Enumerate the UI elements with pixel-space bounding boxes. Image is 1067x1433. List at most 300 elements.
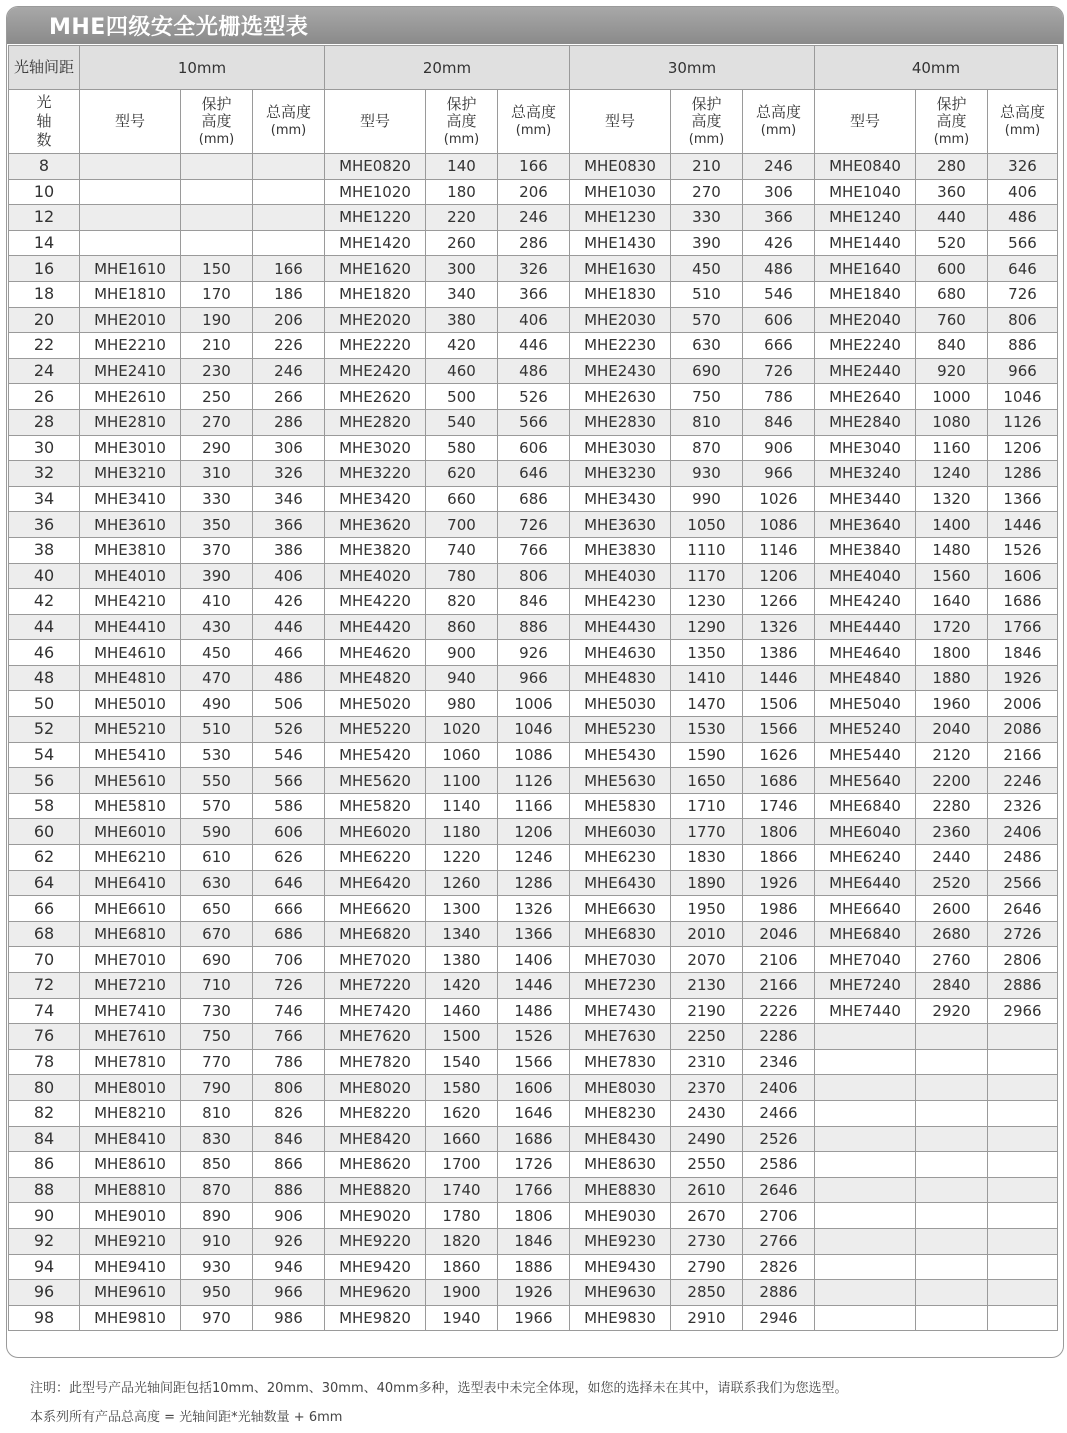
cell-protect-height-40mm: 2440 (916, 845, 988, 871)
cell-protect-height-10mm: 350 (181, 512, 253, 538)
header-axis-spacing: 光轴间距 (9, 46, 80, 90)
cell-model-40mm: MHE0840 (815, 154, 916, 180)
cell-model-10mm: MHE5810 (80, 793, 181, 819)
cell-model-10mm: MHE4210 (80, 589, 181, 615)
cell-model-20mm: MHE1420 (325, 230, 426, 256)
cell-protect-height-10mm: 550 (181, 768, 253, 794)
cell-axis-count: 86 (9, 1152, 80, 1178)
cell-total-height-30mm: 306 (743, 179, 815, 205)
cell-protect-height-30mm: 2910 (671, 1305, 743, 1331)
cell-model-30mm: MHE5830 (570, 793, 671, 819)
cell-protect-height-20mm: 540 (426, 409, 498, 435)
cell-model-20mm: MHE9020 (325, 1203, 426, 1229)
cell-protect-height-20mm: 980 (426, 691, 498, 717)
cell-model-40mm: MHE4440 (815, 614, 916, 640)
cell-model-10mm: MHE3610 (80, 512, 181, 538)
cell-total-height-20mm: 1646 (498, 1100, 570, 1126)
cell-model-10mm: MHE4010 (80, 563, 181, 589)
cell-model-20mm: MHE1220 (325, 205, 426, 231)
cell-axis-count: 46 (9, 640, 80, 666)
header-model-40mm: 型号 (815, 90, 916, 154)
cell-total-height-10mm: 806 (253, 1075, 325, 1101)
cell-total-height-10mm: 286 (253, 409, 325, 435)
cell-model-20mm: MHE8020 (325, 1075, 426, 1101)
cell-protect-height-30mm: 210 (671, 154, 743, 180)
cell-protect-height-40mm: 1240 (916, 461, 988, 487)
cell-protect-height-10mm: 230 (181, 358, 253, 384)
cell-total-height-30mm: 546 (743, 281, 815, 307)
cell-model-40mm (815, 1228, 916, 1254)
cell-model-40mm: MHE4240 (815, 589, 916, 615)
cell-model-30mm: MHE4630 (570, 640, 671, 666)
cell-model-20mm: MHE1820 (325, 281, 426, 307)
cell-total-height-30mm: 1566 (743, 717, 815, 743)
table-row (9, 896, 1058, 922)
cell-total-height-40mm: 2486 (988, 845, 1058, 871)
cell-total-height-40mm: 726 (988, 281, 1058, 307)
cell-protect-height-30mm: 1050 (671, 512, 743, 538)
cell-protect-height-40mm: 1880 (916, 665, 988, 691)
cell-total-height-40mm (988, 1177, 1058, 1203)
cell-total-height-30mm: 1446 (743, 665, 815, 691)
cell-total-height-20mm: 1206 (498, 819, 570, 845)
cell-protect-height-20mm: 740 (426, 537, 498, 563)
cell-protect-height-20mm: 260 (426, 230, 498, 256)
cell-model-20mm: MHE2420 (325, 358, 426, 384)
header-total-height-20mm (498, 90, 570, 154)
cell-protect-height-40mm (916, 1280, 988, 1306)
cell-model-20mm: MHE7620 (325, 1024, 426, 1050)
cell-total-height-40mm (988, 1100, 1058, 1126)
protect-height-label: 保护高度 (201, 94, 232, 130)
cell-model-40mm: MHE3040 (815, 435, 916, 461)
cell-protect-height-40mm: 2760 (916, 947, 988, 973)
cell-model-10mm: MHE7410 (80, 998, 181, 1024)
cell-model-30mm: MHE1030 (570, 179, 671, 205)
cell-total-height-20mm: 646 (498, 461, 570, 487)
cell-protect-height-30mm: 2370 (671, 1075, 743, 1101)
notes (30, 1374, 847, 1432)
note-spacing: 注明：此型号产品光轴间距包括10mm、20mm、30mm、40mm多种，选型表中未完全体现，如您的选择未在其中，请联系我们为您选型。 (30, 1381, 848, 1396)
cell-protect-height-30mm: 1410 (671, 665, 743, 691)
unit-label: (mm) (1004, 123, 1041, 138)
cell-protect-height-40mm (916, 1024, 988, 1050)
cell-protect-height-20mm: 460 (426, 358, 498, 384)
cell-model-10mm: MHE9210 (80, 1228, 181, 1254)
cell-model-20mm: MHE7220 (325, 973, 426, 999)
cell-model-30mm: MHE6830 (570, 921, 671, 947)
cell-protect-height-40mm (916, 1075, 988, 1101)
cell-model-40mm: MHE2640 (815, 384, 916, 410)
cell-model-10mm: MHE4810 (80, 665, 181, 691)
cell-model-10mm: MHE4610 (80, 640, 181, 666)
cell-axis-count: 12 (9, 205, 80, 231)
cell-total-height-20mm: 606 (498, 435, 570, 461)
unit-label: (mm) (515, 123, 552, 138)
cell-protect-height-10mm: 270 (181, 409, 253, 435)
cell-model-20mm: MHE5820 (325, 793, 426, 819)
cell-total-height-30mm: 786 (743, 384, 815, 410)
table-row (9, 742, 1058, 768)
cell-total-height-30mm: 2106 (743, 947, 815, 973)
table-row (9, 409, 1058, 435)
table-row (9, 691, 1058, 717)
cell-axis-count: 24 (9, 358, 80, 384)
cell-model-40mm: MHE3240 (815, 461, 916, 487)
cell-model-10mm (80, 230, 181, 256)
cell-total-height-40mm: 1366 (988, 486, 1058, 512)
cell-total-height-30mm: 2466 (743, 1100, 815, 1126)
cell-model-30mm: MHE5430 (570, 742, 671, 768)
cell-axis-count: 66 (9, 896, 80, 922)
cell-total-height-20mm: 286 (498, 230, 570, 256)
cell-model-20mm: MHE1020 (325, 179, 426, 205)
table-row (9, 640, 1058, 666)
page-title: MHE四级安全光栅选型表 (49, 15, 309, 40)
cell-total-height-40mm: 1526 (988, 537, 1058, 563)
cell-total-height-40mm (988, 1024, 1058, 1050)
cell-model-30mm: MHE3230 (570, 461, 671, 487)
header-total-height-40mm (988, 90, 1058, 154)
cell-protect-height-40mm: 1560 (916, 563, 988, 589)
cell-model-20mm: MHE4220 (325, 589, 426, 615)
cell-protect-height-20mm: 1780 (426, 1203, 498, 1229)
cell-model-40mm: MHE1440 (815, 230, 916, 256)
cell-protect-height-20mm: 1220 (426, 845, 498, 871)
table-row (9, 717, 1058, 743)
cell-protect-height-40mm: 1000 (916, 384, 988, 410)
cell-total-height-20mm: 486 (498, 358, 570, 384)
table-row (9, 793, 1058, 819)
cell-total-height-20mm: 886 (498, 614, 570, 640)
table-row (9, 154, 1058, 180)
cell-protect-height-10mm: 790 (181, 1075, 253, 1101)
cell-total-height-20mm: 806 (498, 563, 570, 589)
cell-protect-height-10mm: 150 (181, 256, 253, 282)
cell-total-height-20mm: 446 (498, 333, 570, 359)
cell-protect-height-40mm (916, 1152, 988, 1178)
cell-model-20mm: MHE2220 (325, 333, 426, 359)
cell-model-20mm: MHE8620 (325, 1152, 426, 1178)
cell-protect-height-20mm: 1700 (426, 1152, 498, 1178)
cell-total-height-20mm: 326 (498, 256, 570, 282)
cell-total-height-10mm: 186 (253, 281, 325, 307)
table-row (9, 512, 1058, 538)
cell-protect-height-10mm: 870 (181, 1177, 253, 1203)
cell-protect-height-30mm: 1170 (671, 563, 743, 589)
cell-total-height-40mm: 1126 (988, 409, 1058, 435)
cell-protect-height-40mm: 680 (916, 281, 988, 307)
table-row (9, 1100, 1058, 1126)
cell-total-height-20mm: 206 (498, 179, 570, 205)
cell-model-20mm: MHE9820 (325, 1305, 426, 1331)
cell-model-20mm: MHE0820 (325, 154, 426, 180)
cell-model-40mm: MHE6240 (815, 845, 916, 871)
cell-model-30mm: MHE6230 (570, 845, 671, 871)
cell-total-height-30mm: 2586 (743, 1152, 815, 1178)
cell-model-10mm: MHE2010 (80, 307, 181, 333)
table-row (9, 563, 1058, 589)
cell-protect-height-30mm: 2850 (671, 1280, 743, 1306)
cell-model-20mm: MHE1620 (325, 256, 426, 282)
table-row (9, 1126, 1058, 1152)
cell-total-height-30mm: 906 (743, 435, 815, 461)
table-row (9, 435, 1058, 461)
cell-total-height-30mm: 1806 (743, 819, 815, 845)
cell-axis-count: 74 (9, 998, 80, 1024)
cell-model-10mm: MHE8810 (80, 1177, 181, 1203)
cell-protect-height-40mm: 280 (916, 154, 988, 180)
total-height-label: 总高度 (755, 103, 801, 121)
cell-protect-height-40mm: 2280 (916, 793, 988, 819)
cell-model-30mm: MHE2830 (570, 409, 671, 435)
cell-protect-height-10mm (181, 230, 253, 256)
cell-protect-height-10mm: 170 (181, 281, 253, 307)
cell-model-40mm: MHE3640 (815, 512, 916, 538)
cell-axis-count: 78 (9, 1049, 80, 1075)
table-row (9, 384, 1058, 410)
cell-model-40mm (815, 1126, 916, 1152)
cell-model-10mm (80, 154, 181, 180)
cell-protect-height-30mm: 1710 (671, 793, 743, 819)
cell-protect-height-20mm: 1820 (426, 1228, 498, 1254)
cell-total-height-30mm: 2886 (743, 1280, 815, 1306)
cell-model-20mm: MHE3020 (325, 435, 426, 461)
cell-model-20mm: MHE8220 (325, 1100, 426, 1126)
cell-model-30mm: MHE8230 (570, 1100, 671, 1126)
cell-protect-height-40mm: 760 (916, 307, 988, 333)
cell-total-height-30mm: 2346 (743, 1049, 815, 1075)
cell-protect-height-40mm: 1960 (916, 691, 988, 717)
cell-total-height-30mm: 426 (743, 230, 815, 256)
cell-total-height-10mm: 786 (253, 1049, 325, 1075)
cell-total-height-30mm: 2946 (743, 1305, 815, 1331)
cell-total-height-40mm (988, 1049, 1058, 1075)
cell-total-height-30mm: 1086 (743, 512, 815, 538)
cell-model-30mm: MHE1630 (570, 256, 671, 282)
note-formula: 本系列所有产品总高度 = 光轴间距*光轴数量 + 6mm (30, 1410, 343, 1425)
cell-protect-height-30mm: 810 (671, 409, 743, 435)
cell-total-height-10mm: 426 (253, 589, 325, 615)
cell-total-height-30mm: 2706 (743, 1203, 815, 1229)
cell-model-40mm: MHE7040 (815, 947, 916, 973)
cell-model-40mm: MHE2840 (815, 409, 916, 435)
cell-axis-count: 60 (9, 819, 80, 845)
cell-model-10mm: MHE7010 (80, 947, 181, 973)
cell-total-height-40mm: 2166 (988, 742, 1058, 768)
cell-protect-height-20mm: 900 (426, 640, 498, 666)
cell-total-height-40mm: 406 (988, 179, 1058, 205)
cell-model-20mm: MHE3220 (325, 461, 426, 487)
cell-protect-height-30mm: 270 (671, 179, 743, 205)
cell-total-height-40mm: 1606 (988, 563, 1058, 589)
cell-protect-height-20mm: 660 (426, 486, 498, 512)
cell-model-40mm: MHE2040 (815, 307, 916, 333)
cell-protect-height-10mm (181, 205, 253, 231)
cell-protect-height-20mm: 1060 (426, 742, 498, 768)
cell-total-height-30mm: 1746 (743, 793, 815, 819)
cell-total-height-30mm: 1206 (743, 563, 815, 589)
cell-protect-height-20mm: 620 (426, 461, 498, 487)
cell-protect-height-40mm: 2520 (916, 870, 988, 896)
cell-model-10mm: MHE8410 (80, 1126, 181, 1152)
cell-protect-height-30mm: 690 (671, 358, 743, 384)
cell-total-height-40mm: 566 (988, 230, 1058, 256)
cell-axis-count: 14 (9, 230, 80, 256)
table-row (9, 1152, 1058, 1178)
cell-model-20mm: MHE3820 (325, 537, 426, 563)
cell-axis-count: 22 (9, 333, 80, 359)
cell-protect-height-20mm: 1300 (426, 896, 498, 922)
cell-model-20mm: MHE6020 (325, 819, 426, 845)
cell-model-40mm (815, 1254, 916, 1280)
cell-protect-height-20mm: 1100 (426, 768, 498, 794)
table-row (9, 461, 1058, 487)
unit-label: (mm) (443, 131, 480, 147)
cell-total-height-40mm: 646 (988, 256, 1058, 282)
cell-protect-height-40mm: 520 (916, 230, 988, 256)
selection-table (8, 45, 1058, 1331)
cell-protect-height-40mm: 1160 (916, 435, 988, 461)
cell-model-40mm: MHE6840 (815, 921, 916, 947)
cell-protect-height-30mm: 2070 (671, 947, 743, 973)
cell-protect-height-30mm: 570 (671, 307, 743, 333)
cell-model-10mm: MHE2210 (80, 333, 181, 359)
cell-model-30mm: MHE1430 (570, 230, 671, 256)
cell-axis-count: 82 (9, 1100, 80, 1126)
cell-model-30mm: MHE4430 (570, 614, 671, 640)
cell-protect-height-40mm (916, 1049, 988, 1075)
cell-model-10mm: MHE9810 (80, 1305, 181, 1331)
cell-total-height-10mm: 446 (253, 614, 325, 640)
cell-axis-count: 50 (9, 691, 80, 717)
cell-axis-count: 52 (9, 717, 80, 743)
cell-protect-height-10mm: 250 (181, 384, 253, 410)
cell-protect-height-10mm: 970 (181, 1305, 253, 1331)
cell-total-height-40mm: 2646 (988, 896, 1058, 922)
cell-axis-count: 10 (9, 179, 80, 205)
cell-total-height-20mm: 1246 (498, 845, 570, 871)
cell-protect-height-40mm: 2840 (916, 973, 988, 999)
cell-total-height-10mm: 506 (253, 691, 325, 717)
cell-model-20mm: MHE9220 (325, 1228, 426, 1254)
cell-axis-count: 36 (9, 512, 80, 538)
cell-model-20mm: MHE7420 (325, 998, 426, 1024)
cell-total-height-20mm: 1086 (498, 742, 570, 768)
cell-protect-height-40mm: 2120 (916, 742, 988, 768)
cell-model-20mm: MHE8420 (325, 1126, 426, 1152)
table-row (9, 230, 1058, 256)
cell-axis-count: 32 (9, 461, 80, 487)
cell-protect-height-10mm: 830 (181, 1126, 253, 1152)
cell-total-height-10mm: 466 (253, 640, 325, 666)
cell-protect-height-10mm: 650 (181, 896, 253, 922)
cell-model-30mm: MHE8830 (570, 1177, 671, 1203)
cell-axis-count: 96 (9, 1280, 80, 1306)
cell-protect-height-10mm: 850 (181, 1152, 253, 1178)
header-model-20mm: 型号 (325, 90, 426, 154)
cell-protect-height-20mm: 420 (426, 333, 498, 359)
cell-total-height-10mm: 566 (253, 768, 325, 794)
cell-protect-height-40mm: 2040 (916, 717, 988, 743)
table-row (9, 1228, 1058, 1254)
cell-model-40mm: MHE3840 (815, 537, 916, 563)
cell-protect-height-10mm: 590 (181, 819, 253, 845)
cell-model-40mm: MHE1240 (815, 205, 916, 231)
cell-protect-height-40mm: 1320 (916, 486, 988, 512)
cell-model-30mm: MHE5230 (570, 717, 671, 743)
cell-axis-count: 34 (9, 486, 80, 512)
cell-axis-count: 72 (9, 973, 80, 999)
cell-model-10mm: MHE5610 (80, 768, 181, 794)
cell-model-10mm: MHE5210 (80, 717, 181, 743)
cell-model-20mm: MHE5420 (325, 742, 426, 768)
cell-protect-height-10mm (181, 154, 253, 180)
cell-total-height-10mm: 326 (253, 461, 325, 487)
cell-total-height-30mm: 2646 (743, 1177, 815, 1203)
cell-model-30mm: MHE8630 (570, 1152, 671, 1178)
cell-model-40mm (815, 1177, 916, 1203)
table-row (9, 845, 1058, 871)
cell-total-height-40mm: 2886 (988, 973, 1058, 999)
cell-protect-height-30mm: 2670 (671, 1203, 743, 1229)
cell-model-30mm: MHE5630 (570, 768, 671, 794)
cell-total-height-10mm: 646 (253, 870, 325, 896)
cell-total-height-10mm: 726 (253, 973, 325, 999)
cell-total-height-10mm: 406 (253, 563, 325, 589)
cell-protect-height-10mm: 390 (181, 563, 253, 589)
cell-model-10mm: MHE5010 (80, 691, 181, 717)
cell-total-height-10mm: 266 (253, 384, 325, 410)
table-row (9, 870, 1058, 896)
total-height-label: 总高度 (999, 103, 1045, 121)
cell-total-height-40mm: 1446 (988, 512, 1058, 538)
cell-protect-height-20mm: 1940 (426, 1305, 498, 1331)
cell-protect-height-30mm: 1230 (671, 589, 743, 615)
cell-model-30mm: MHE9030 (570, 1203, 671, 1229)
cell-total-height-20mm: 726 (498, 512, 570, 538)
cell-protect-height-10mm: 610 (181, 845, 253, 871)
title-bar (7, 7, 1063, 44)
table-row (9, 998, 1058, 1024)
cell-total-height-40mm: 806 (988, 307, 1058, 333)
table-row (9, 1280, 1058, 1306)
cell-protect-height-40mm (916, 1100, 988, 1126)
cell-total-height-10mm: 946 (253, 1254, 325, 1280)
protect-height-label: 保护高度 (446, 94, 477, 130)
cell-model-10mm: MHE8210 (80, 1100, 181, 1126)
cell-model-30mm: MHE7630 (570, 1024, 671, 1050)
cell-total-height-20mm: 1286 (498, 870, 570, 896)
cell-total-height-40mm: 2806 (988, 947, 1058, 973)
cell-axis-count: 18 (9, 281, 80, 307)
cell-protect-height-40mm: 2600 (916, 896, 988, 922)
cell-protect-height-10mm: 930 (181, 1254, 253, 1280)
cell-protect-height-10mm (181, 179, 253, 205)
header-spacing-10mm: 10mm (80, 46, 325, 90)
cell-total-height-40mm: 1766 (988, 614, 1058, 640)
cell-total-height-30mm: 726 (743, 358, 815, 384)
cell-model-30mm: MHE9630 (570, 1280, 671, 1306)
cell-axis-count: 20 (9, 307, 80, 333)
cell-total-height-40mm (988, 1126, 1058, 1152)
cell-total-height-10mm: 166 (253, 256, 325, 282)
cell-total-height-20mm: 1446 (498, 973, 570, 999)
cell-total-height-10mm: 666 (253, 896, 325, 922)
cell-total-height-40mm: 886 (988, 333, 1058, 359)
cell-model-40mm: MHE4040 (815, 563, 916, 589)
cell-total-height-30mm: 606 (743, 307, 815, 333)
